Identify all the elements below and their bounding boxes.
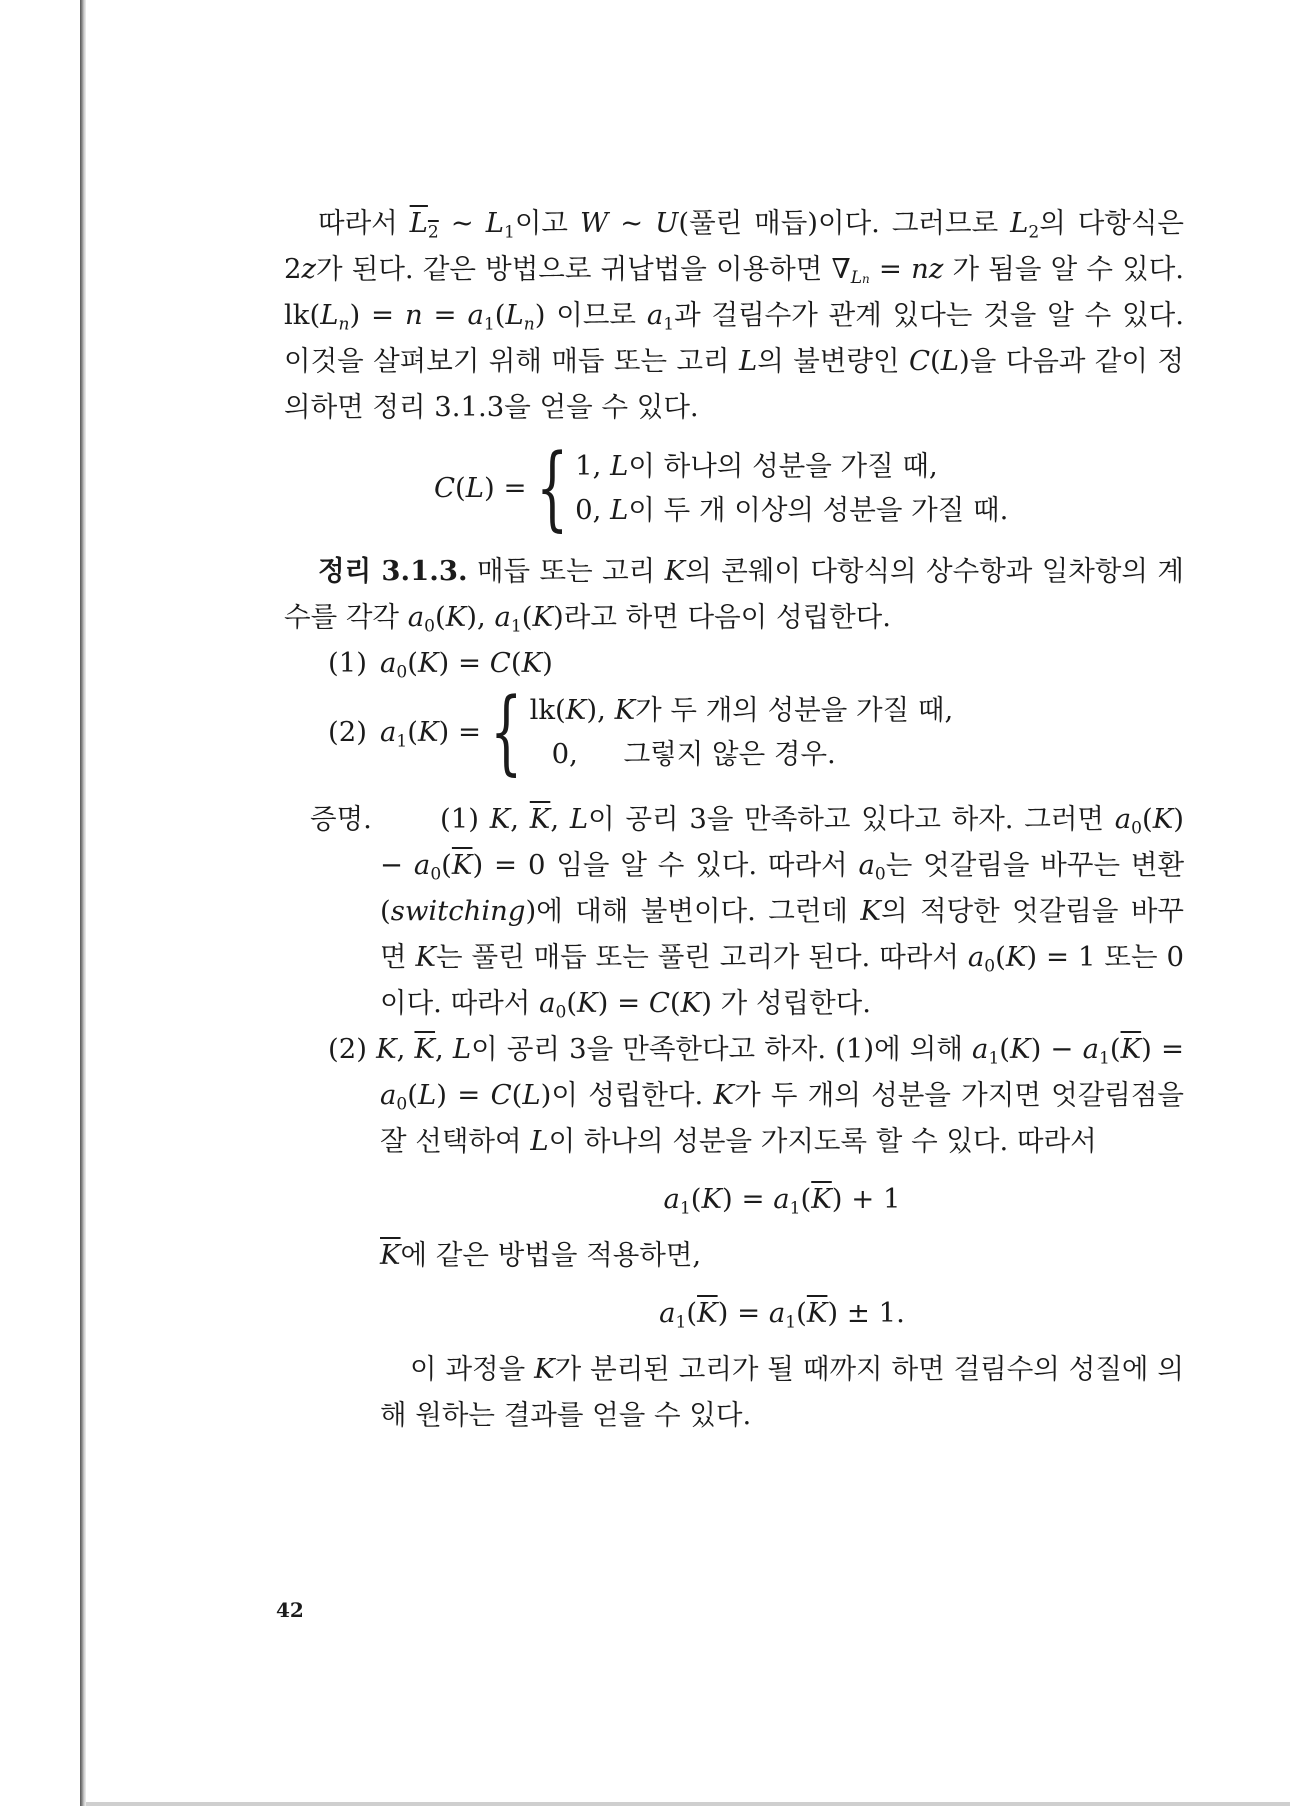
text: ~ [438,207,486,239]
math-var: a [646,299,664,331]
text: ) = [438,647,490,679]
math-var: a [380,716,397,748]
text: ) 가 성립한다. [701,987,871,1019]
text: 가 분리된 고리가 될 때까지 하면 걸림수의 성질에 의해 원하는 결과를 얻을 수 있다. [380,1353,1184,1431]
math-var: L [320,299,339,331]
text: ( [435,601,446,633]
text: ( [407,647,418,679]
math-var: a [407,601,425,633]
math-var: a [967,941,985,973]
math-var: L [465,472,485,504]
math-var: K [713,1079,735,1111]
text: ( [686,1297,698,1329]
text: ( [800,1183,812,1215]
text: ), [466,601,495,633]
math-var: K [521,647,543,679]
text: 의 불변량인 [757,345,909,377]
theorem-items [328,640,1184,785]
text: ( [930,345,941,377]
text: 1, [575,450,611,482]
paragraph-intro [284,200,1184,430]
text: 이고 [514,207,580,239]
math-var: C [434,472,456,504]
text: 가 됨을 알 수 있다. lk( [284,253,1185,331]
proof-apply-same [380,1232,1184,1278]
text: ( [511,1079,523,1111]
math-var: L [417,1079,437,1111]
text: 가 두 개의 성분을 가질 때, [635,694,954,726]
case-one-component [575,444,1008,488]
proof-part-2 [328,1026,1184,1164]
math-sub: n [523,314,535,335]
math-var: n [404,299,423,331]
math-var: a [539,987,556,1019]
text: ) = [484,472,527,504]
text: 의 콘웨이 다항식의 상수항과 일차항의 계수를 각각 [284,555,1184,633]
math-sub: 1 [663,314,675,335]
math-var: K [565,694,587,726]
text: ) = 0 임을 알 수 있다. 따라서 [472,849,859,881]
math-var: a [768,1297,786,1329]
math-sub: 1 [396,731,408,752]
math-var: K [577,987,598,1019]
left-brace-icon: { [535,434,568,541]
text: ) = [597,987,649,1019]
text: 그렇지 않은 경우. [623,738,836,770]
math-var: L [452,1033,472,1065]
math-var: K [417,647,439,679]
math-var: K [1152,803,1174,835]
math-var: K [415,941,437,973]
text: ) − [1030,1033,1083,1065]
math-var: K [445,601,467,633]
math-var: L [409,207,428,239]
text: ( [494,299,506,331]
math-var: a [1114,803,1132,835]
math-var: K [614,694,636,726]
math-var: a [380,1079,397,1111]
text: ) = 1 또는 0이다. 따라서 [380,941,1184,1019]
math-var: z [301,253,316,285]
text: 는 풀린 매듭 또는 풀린 고리가 된다. 따라서 [436,941,968,973]
math-sub: 1 [510,616,522,637]
math-var: K [664,555,686,587]
text: ~ [608,207,656,239]
text: 의 다항식은 2 [284,207,1184,285]
math-sub: 2 [1028,222,1040,243]
text: ) = [349,299,405,331]
math-var: L [1010,207,1029,239]
text: 이 공리 3을 만족하고 있다고 하자. 그러면 [588,803,1115,835]
proof-label: 증명. [310,803,372,835]
text: , [396,1033,415,1065]
text: 에 같은 방법을 적용하면, [400,1239,702,1271]
text: 매듭 또는 고리 [467,555,665,587]
item-number: (2) [328,716,367,748]
math-var: K [532,601,554,633]
text: ( [796,1297,807,1329]
text: ), [586,694,615,726]
theorem-statement [284,548,1184,640]
math-var-bar: $\overline{K}$ [1120,1033,1142,1065]
math-sub: 0 [874,864,886,885]
text: ( [995,941,1006,973]
text: 과 걸림수가 관계 있다는 것을 알 수 있다. 이것을 살펴보기 위해 매듭 또는 고리 [284,299,1184,377]
math-var: a [380,647,397,679]
item-number: (1) [328,647,367,679]
page-number: 42 [276,1598,304,1622]
text: ( [1109,1033,1121,1065]
math-var: L [610,494,629,526]
math-sub: 1 [675,1312,687,1333]
text: )을 다음과 같이 정의하면 정리 3.1.3을 얻을 수 있다. [284,345,1184,423]
text: 이 두 개 이상의 성분을 가질 때. [628,494,1009,526]
math-var: C [489,647,511,679]
text: 0, [575,494,611,526]
text: ( [455,472,466,504]
text: = [869,253,912,285]
text: ) [542,647,553,679]
theorem-item-1 [328,640,1184,686]
theorem-item-2 [328,678,1184,785]
text: ( [441,849,452,881]
math-var: a [467,299,484,331]
math-var: nz [911,253,944,285]
text: lk( [529,694,566,726]
page-bottom-edge [86,1802,1290,1806]
text: ( [407,716,418,748]
math-var: L [739,345,758,377]
math-var: K [489,803,511,835]
math-var-bar: $\overline{K}$ [697,1297,718,1329]
equation-a1-Kbar [380,1290,1184,1336]
text: ( [690,1183,702,1215]
math-sub: 0 [555,1002,567,1023]
math-var: a [773,1183,790,1215]
math-L2-bar [409,207,439,243]
text: 는 엇갈림을 바꾸는 변환( [380,849,1185,927]
text: , [510,803,530,835]
text: ) = [1141,1033,1184,1065]
text: ) − [380,803,1185,881]
text: 0, [551,738,578,770]
text: 이 과정을 [410,1353,535,1385]
math-sub: n [338,314,350,335]
text: 이 하나의 성분을 가지도록 할 수 있다. 따라서 [548,1125,1097,1157]
math-sub: 0 [424,616,435,637]
math-sub: 0 [984,956,996,977]
definition-lhs [434,465,527,511]
text: ( [566,987,578,1019]
math-var: K [1010,1033,1031,1065]
math-var: K [860,895,881,927]
math-sub: 0 [396,1094,408,1115]
math-var: L [850,268,863,289]
math-var: L [610,450,629,482]
text: 의 적당한 엇갈림을 바꾸면 [380,895,1184,973]
math-var: L [522,1079,541,1111]
text: )이 성립한다. [540,1079,714,1111]
math-sub: 1 [504,222,515,243]
text: 가 된다. 같은 방법으로 귀납법을 이용하면 ∇ [316,253,851,285]
math-sub: 2 [427,222,439,243]
case-otherwise [530,732,954,776]
math-var: a [1082,1033,1099,1065]
math-var: K [376,1033,397,1065]
text: ) + 1 [831,1183,901,1215]
text: 이 하나의 성분을 가질 때, [628,450,938,482]
math-sub: n [862,272,870,287]
math-var: L [505,299,524,331]
text: , [435,1033,453,1065]
math-sub: 1 [1098,1048,1110,1069]
text: ) = [436,1079,491,1111]
math-sub: 0 [396,662,408,683]
math-var: K [680,987,702,1019]
text: )에 대해 불변이다. 그런데 [525,895,861,927]
math-var: a [659,1297,676,1329]
text: ( [1142,803,1153,835]
math-sub: 0 [430,864,442,885]
equation-a1-K [380,1176,1184,1222]
definition-C-of-L [434,434,1184,541]
text: ( [669,987,681,1019]
math-var: K [534,1353,555,1385]
math-sub: 0 [1131,818,1142,839]
math-var: U [655,207,679,239]
text: , [550,803,570,835]
proof [284,796,1184,1438]
text: )라고 하면 다음이 성립한다. [553,601,891,633]
math-var-bar: $\overline{K}$ [811,1183,832,1215]
math-var: C [490,1079,512,1111]
text: ) ± 1. [827,1297,905,1329]
math-var: a [413,849,431,881]
math-sub: 1 [789,1198,801,1219]
text: ( [521,601,533,633]
text-italic: switching [390,895,526,927]
math-var: C [908,345,931,377]
math-var: L [569,803,589,835]
definition-cases [575,444,1008,532]
text: ) = [438,716,482,748]
text: ) = [721,1183,774,1215]
math-var: K [417,716,439,748]
math-var: W [579,207,609,239]
item-number: (1) [440,803,490,835]
math-var-double-bar: $\overline{K}$ [806,1297,828,1329]
math-var-bar: $\overline{K}$ [414,1033,436,1065]
text: (풀린 매듭)이다. 그러므로 [678,207,1011,239]
text: 가 두 개의 성분을 가지면 엇갈림점을 잘 선택하여 [380,1079,1184,1157]
case-multi-component [575,488,1008,532]
math-var: a [972,1033,989,1065]
math-var: L [530,1125,549,1157]
math-var: a [494,601,511,633]
case-two-components [530,688,954,732]
math-sub: 1 [988,1048,1000,1069]
text: ) 이므로 [534,299,647,331]
math-var: a [858,849,875,881]
text: 따라서 [318,207,410,239]
math-var-bar: $\overline{K}$ [380,1239,401,1271]
math-var: L [940,345,960,377]
proof-part-1 [310,796,1185,1026]
item-number: (2) [328,1033,377,1065]
math-var-bar: $\overline{K}$ [529,803,551,835]
text: ( [999,1033,1011,1065]
text: 이 공리 3을 만족한다고 하자. (1)에 의해 [471,1033,973,1065]
text: ( [510,647,522,679]
proof-conclusion [380,1346,1184,1438]
math-var: K [1005,941,1027,973]
math-sub: 1 [679,1198,691,1219]
text: ) = [717,1297,769,1329]
math-var: C [648,987,670,1019]
left-brace-icon: { [490,678,523,785]
math-sub: 1 [785,1312,797,1333]
math-var: a [663,1183,680,1215]
page-content [284,200,1184,1438]
math-var: L [485,207,504,239]
text: ( [407,1079,418,1111]
math-var: K [701,1183,722,1215]
text: = [422,299,468,331]
math-sub: 1 [483,314,495,335]
page-edge-shadow [80,0,86,1806]
math-var-bar: $\overline{K}$ [451,849,473,881]
theorem-label: 정리 3.1.3. [318,555,468,587]
item-2-cases [530,688,954,776]
